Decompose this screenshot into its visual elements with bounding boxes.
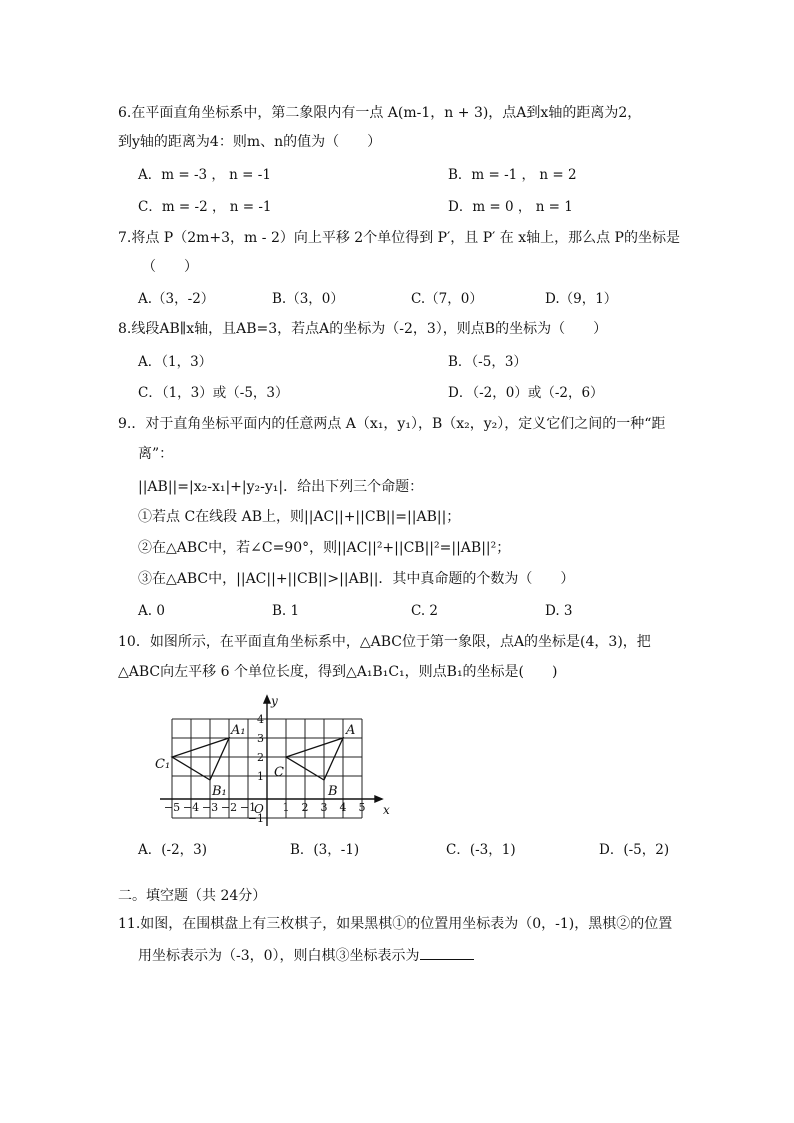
q9-definition: ||AB||=|x₂-x₁|+|y₂-y₁|．给出下列三个命题： — [138, 479, 424, 495]
q10-stem-line2: △ABC向左平移 6 个单位长度，得到△A₁B₁C₁，则点B₁的坐标是( ) — [118, 664, 558, 680]
q9-stem-line1: 9.．对于直角坐标平面内的任意两点 A（x₁，y₁），B（x₂，y₂），定义它们之间的一种“距 — [118, 416, 666, 432]
q9-proposition-1: ①若点 C在线段 AB上，则||AC||+||CB||=||AB||； — [138, 509, 461, 525]
q6-option-d[interactable]: D．m = 0 ， n = 1 — [448, 199, 573, 215]
vertex-label-b1: B₁ — [212, 784, 227, 799]
triangle-a1b1c1 — [172, 738, 229, 780]
origin-label: O — [254, 802, 264, 816]
x-tick-label: −5 — [163, 801, 181, 814]
q7-option-c[interactable]: C.（7，0） — [411, 291, 483, 307]
section-2-title: 二。填空题（共 24分） — [118, 888, 267, 904]
q10-coordinate-figure — [150, 694, 400, 829]
x-tick-label: −4 — [182, 801, 200, 814]
y-tick-label: 1 — [257, 770, 264, 783]
triangle-abc — [286, 738, 343, 780]
q7-stem-line1: 7.将点 P（2m+3，m - 2）向上平移 2个单位得到 P′，且 P′ 在 x轴上，那么点 P的坐标是 — [118, 230, 680, 246]
vertex-label-c: C — [274, 765, 284, 780]
q7-option-a[interactable]: A.（3，-2） — [138, 291, 215, 307]
q7-option-b[interactable]: B.（3，0） — [272, 291, 344, 307]
q8-option-c[interactable]: C．（1，3）或（-5，3） — [138, 385, 289, 401]
x-tick-label: −1 — [239, 801, 257, 814]
x-tick-label: 5 — [358, 801, 366, 814]
vertex-label-b: B — [328, 784, 338, 799]
y-tick-label: 4 — [257, 713, 264, 726]
q6-option-c[interactable]: C．m = -2 ， n = -1 — [138, 199, 272, 215]
x-tick-label: −2 — [220, 801, 238, 814]
q9-proposition-2: ②在△ABC中，若∠C=90°，则||AC||²+||CB||²=||AB||²； — [138, 540, 511, 556]
y-tick-label: 3 — [257, 732, 264, 745]
q8-option-d[interactable]: D．（-2，0）或（-2，6） — [448, 385, 604, 401]
q6-stem-line2: 到y轴的距离为4：则m、n的值为（ ） — [118, 134, 382, 150]
q11-stem-text: 用坐标表示为（-3，0），则白棋③坐标表示为 — [138, 948, 420, 964]
q6-option-a[interactable]: A．m = -3 ， n = -1 — [138, 167, 271, 183]
y-tick-label: 2 — [257, 751, 264, 764]
q6-option-b[interactable]: B．m = -1 ， n = 2 — [448, 167, 577, 183]
q9-stem-line2: 离”： — [138, 446, 174, 462]
q7-stem-line2: （ ） — [142, 259, 198, 275]
q8-option-b[interactable]: B．（-5，3） — [448, 354, 527, 370]
q9-proposition-3: ③在△ABC中，||AC||+||CB||>||AB||．其中真命题的个数为（ ） — [138, 571, 575, 587]
q10-option-d[interactable]: D．(-5，2) — [599, 842, 670, 858]
q10-option-a[interactable]: A．(-2，3) — [138, 842, 208, 858]
q9-option-b[interactable]: B. 1 — [272, 603, 300, 619]
q10-option-b[interactable]: B．(3，-1) — [290, 842, 360, 858]
vertex-label-a1: A₁ — [231, 723, 246, 738]
q6-stem-line1: 6.在平面直角坐标系中，第二象限内有一点 A(m-1，n + 3)，点A到x轴的距离为2， — [118, 105, 642, 121]
x-tick-label: −3 — [201, 801, 219, 814]
q11-stem-line1: 11.如图，在围棋盘上有三枚棋子，如果黑棋①的位置用坐标表为（0，-1)，黑棋②的位置 — [118, 916, 673, 932]
x-tick-label: 4 — [339, 801, 347, 814]
x-axis-label: x — [383, 803, 390, 817]
vertex-label-a: A — [346, 723, 356, 738]
q8-stem: 8.线段AB∥x轴，且AB=3，若点A的坐标为（-2，3），则点B的坐标为（ ） — [118, 321, 608, 337]
q7-option-d[interactable]: D.（9，1） — [545, 291, 618, 307]
vertex-label-c1: C₁ — [155, 757, 171, 772]
q9-option-d[interactable]: D. 3 — [545, 603, 573, 619]
y-axis-label: y — [271, 694, 278, 708]
q11-answer-blank[interactable] — [420, 945, 474, 960]
y-tick-label: −1 — [247, 812, 264, 825]
q9-option-a[interactable]: A. 0 — [138, 603, 165, 619]
q10-option-c[interactable]: C．(-3，1) — [446, 842, 516, 858]
x-tick-label: 1 — [282, 801, 290, 814]
q11-stem-line2 — [138, 945, 474, 966]
q9-option-c[interactable]: C. 2 — [411, 603, 439, 619]
x-tick-label: 2 — [301, 801, 309, 814]
x-tick-label: 3 — [320, 801, 328, 814]
q8-option-a[interactable]: A．（1，3） — [138, 354, 213, 370]
q10-stem-line1: 10．如图所示，在平面直角坐标系中，△ABC位于第一象限，点A的坐标是(4，3)，把 — [118, 634, 651, 650]
